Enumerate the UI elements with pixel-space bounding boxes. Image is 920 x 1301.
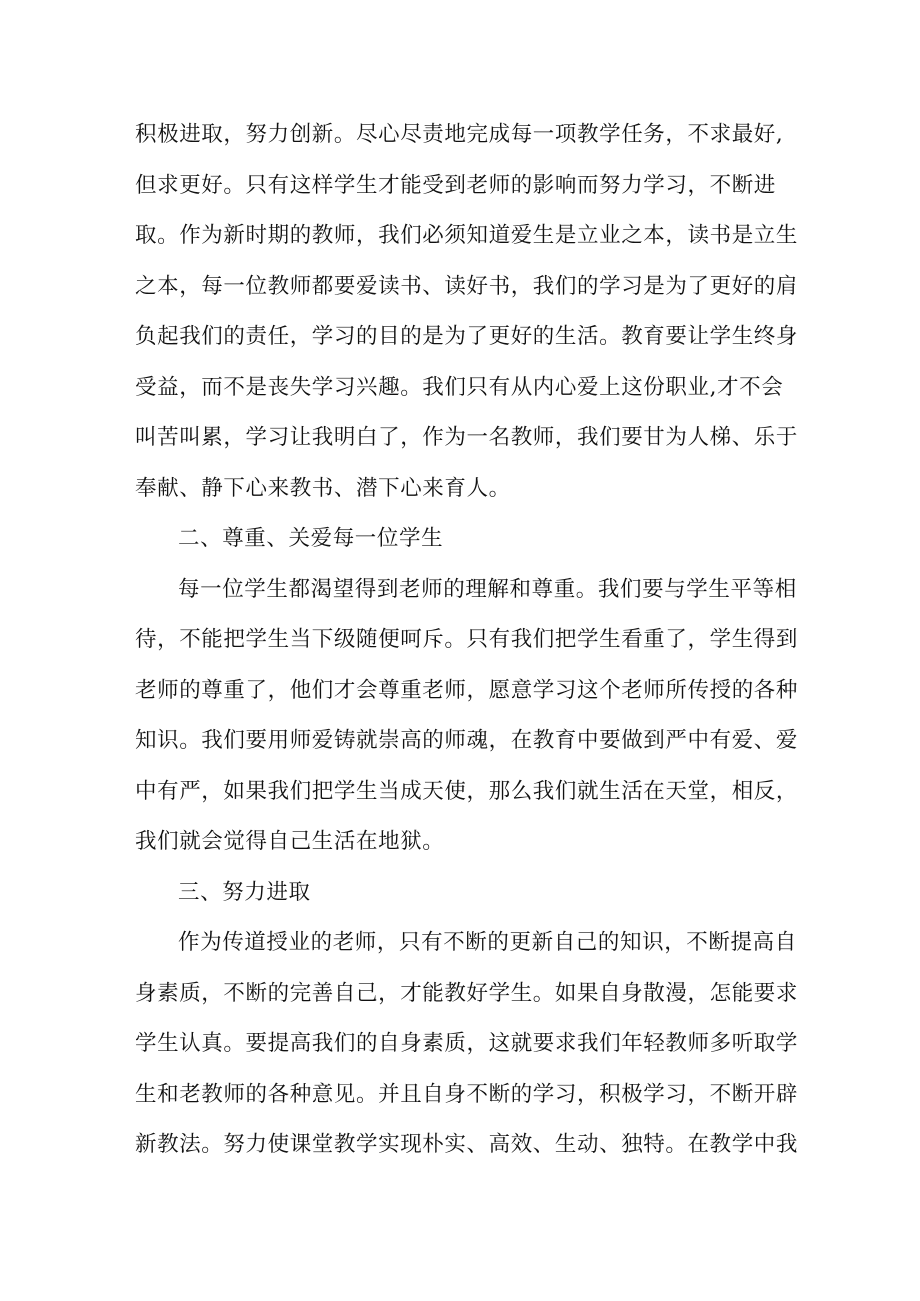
text-line: 新教法。努力使课堂教学实现朴实、高效、生动、独特。在教学中我 [135, 1132, 799, 1157]
text-line: 知识。我们要用师爱铸就崇高的师魂，在教育中要做到严中有爱、爱 [135, 728, 799, 753]
text-line: 之本，每一位教师都要爱读书、读好书，我们的学习是为了更好的肩 [135, 273, 799, 299]
text-line: 每一位学生都渴望得到老师的理解和尊重。我们要与学生平等相 [178, 576, 797, 602]
section-heading: 二、尊重、关爱每一位学生 [178, 526, 444, 551]
section-heading: 三、努力进取 [178, 879, 311, 905]
text-line: 中有严，如果我们把学生当成天使，那么我们就生活在天堂，相反， [135, 778, 799, 804]
text-line: 学生认真。要提高我们的自身素质，这就要求我们年轻教师多听取学 [135, 1031, 799, 1056]
text-line: 奉献、静下心来教书、潜下心来育人。 [135, 475, 511, 501]
text-line: 负起我们的责任，学习的目的是为了更好的生活。教育要让学生终身 [135, 324, 799, 349]
text-line: 积极进取，努力创新。尽心尽责地完成每一项教学任务，不求最好, [135, 122, 784, 147]
text-line: 叫苦叫累，学习让我明白了，作为一名教师，我们要甘为人梯、乐于 [135, 425, 799, 450]
text-line: 待，不能把学生当下级随便呵斥。只有我们把学生看重了，学生得到 [135, 627, 799, 652]
text-line: 受益，而不是丧失学习兴趣。我们只有从内心爱上这份职业,才不会 [135, 374, 784, 400]
text-line: 我们就会觉得自己生活在地狱。 [135, 829, 445, 854]
text-line: 身素质，不断的完善自己，才能教好学生。如果自身散漫，怎能要求 [135, 980, 799, 1006]
text-line: 取。作为新时期的教师，我们必须知道爱生是立业之本，读书是立生 [135, 223, 799, 248]
text-line: 生和老教师的各种意见。并且自身不断的学习，积极学习，不断开辟 [135, 1081, 799, 1107]
text-line: 作为传道授业的老师，只有不断的更新自己的知识，不断提高自 [178, 930, 797, 955]
text-line: 老师的尊重了，他们才会尊重老师，愿意学习这个老师所传授的各种 [135, 677, 799, 703]
text-line: 但求更好。只有这样学生才能受到老师的影响而努力学习，不断进 [135, 172, 776, 198]
